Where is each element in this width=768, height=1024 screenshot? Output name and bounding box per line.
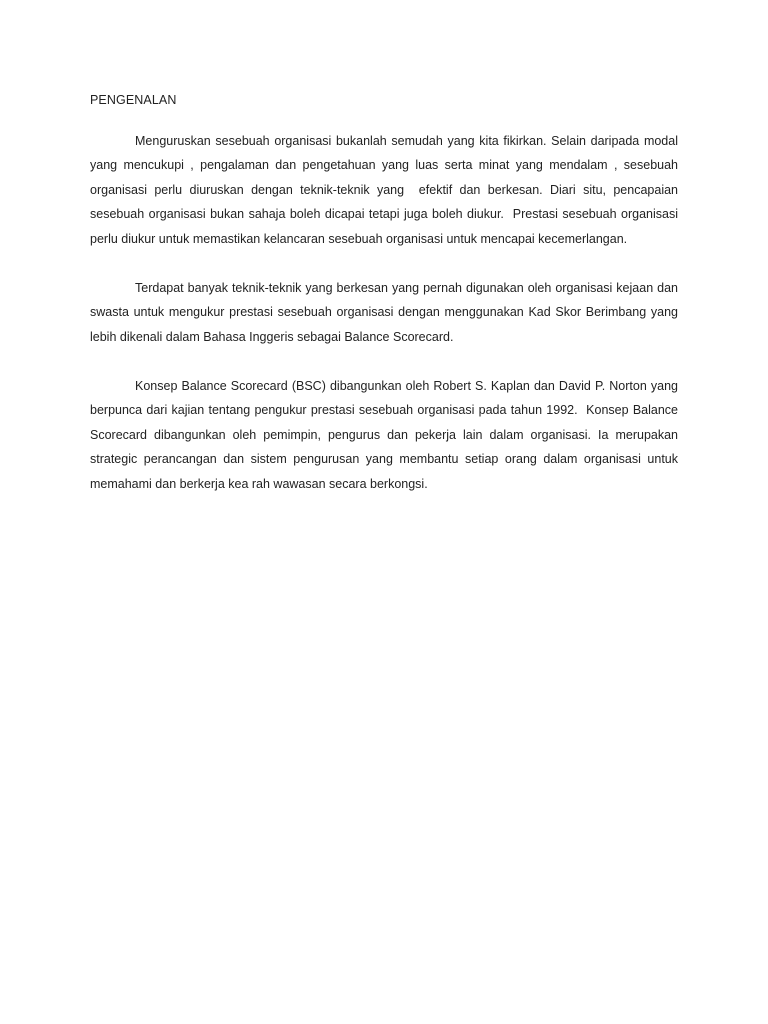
paragraph-bsc-concept: Konsep Balance Scorecard (BSC) dibangunkan oleh Robert S. Kaplan dan David P. Norton yang berpunca dari kajian tentang pengukur prestasi sesebuah organisasi pada tahun 1992. Konsep Balance Scorecard dibangunkan oleh pemimpin, pengurus dan pekerja lain dalam organisasi. Ia merupakan strategic perancangan dan sistem pengurusan yang membantu setiap orang dalam organisasi untuk memahami dan berkerja kea rah wawasan secara berkongsi. (90, 378, 682, 491)
paragraph-introduction: Menguruskan sesebuah organisasi bukanlah semudah yang kita fikirkan. Selain daripada modal yang mencukupi , pengalaman dan pengetahuan yang luas serta minat yang mendalam , sesebuah organisasi perlu diuruskan dengan teknik-teknik yang efektif dan berkesan. Diari situ, pencapaian sesebuah organisasi bukan sahaja boleh dicapai tetapi juga boleh diukur. Prestasi sesebuah organisasi perlu diukur untuk memastikan kelancaran sesebuah organisasi untuk mencapai kecemerlangan. (90, 133, 685, 246)
paragraph-techniques: Terdapat banyak teknik-teknik yang berkesan yang pernah digunakan oleh organisasi kejaan dan swasta untuk mengukur prestasi sesebuah organisasi dengan menggunakan Kad Skor Berimbang yang lebih dikenali dalam Bahasa Inggeris sebagai Balance Scorecard. (90, 280, 682, 344)
section-heading: PENGENALAN (90, 93, 177, 107)
document-body (90, 88, 685, 521)
